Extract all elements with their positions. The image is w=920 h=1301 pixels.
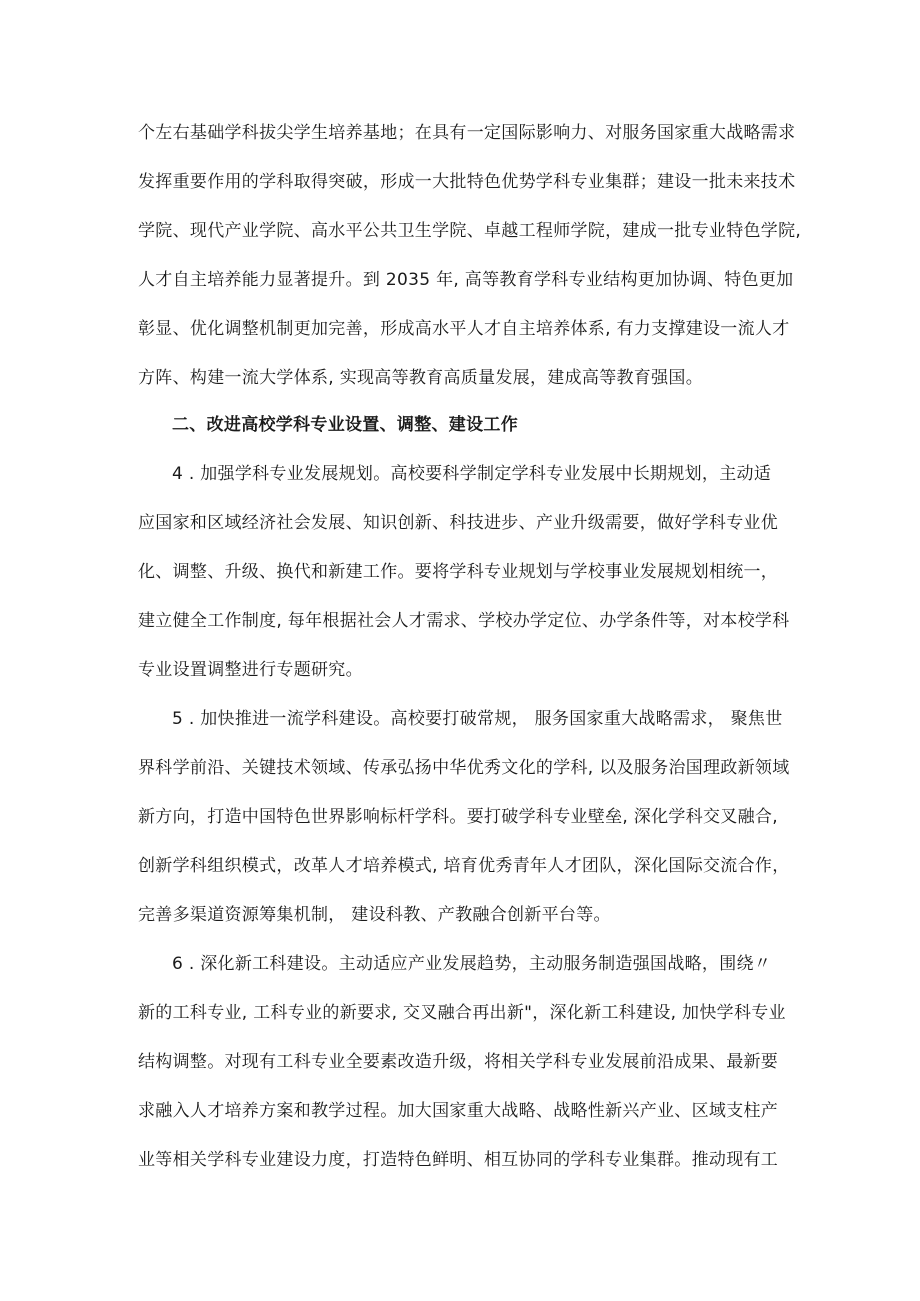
text-line: 学院、现代产业学院、高水平公共卫生学院、卓越工程师学院，建成一批专业特色学院, (138, 221, 802, 241)
text-line: 界科学前沿、关键技术领域、传承弘扬中华优秀文化的学科, 以及服务治国理政新领域 (138, 758, 790, 778)
text-line: 个左右基础学科拔尖学生培养基地；在具有一定国际影响力、对服务国家重大战略需求 (138, 123, 796, 143)
text-line: 发挥重要作用的学科取得突破，形成一大批特色优势学科专业集群；建设一批未来技术 (138, 172, 796, 192)
text-line: 求融入人才培养方案和教学过程。加大国家重大战略、战略性新兴产业、区域支柱产 (138, 1101, 779, 1121)
paragraph-first-line: 4 . 加强学科专业发展规划。高校要科学制定学科专业发展中长期规划，主动适 (172, 464, 772, 484)
text-line: 化、调整、升级、换代和新建工作。要将学科专业规划与学校事业发展规划相统一， (138, 562, 779, 582)
text-line: 结构调整。对现有工科专业全要素改造升级，将相关学科专业发展前沿成果、最新要 (138, 1052, 779, 1072)
text-line: 创新学科组织模式，改革人才培养模式, 培育优秀青年人才团队，深化国际交流合作， (138, 856, 790, 876)
text-line: 业等相关学科专业建设力度，打造特色鲜明、相互协同的学科专业集群。推动现有工 (138, 1150, 779, 1170)
text-line: 完善多渠道资源筹集机制， 建设科教、产教融合创新平台等。 (138, 905, 611, 925)
text-line: 新方向，打造中国特色世界影响标杆学科。要打破学科专业壁垒, 深化学科交叉融合, (138, 807, 778, 827)
text-line: 应国家和区域经济社会发展、知识创新、科技进步、产业升级需要，做好学科专业优 (138, 513, 779, 533)
paragraph-first-line: 5 . 加快推进一流学科建设。高校要打破常规， 服务国家重大战略需求， 聚焦世 (172, 709, 783, 729)
text-line: 新的工科专业, 工科专业的新要求, 交叉融合再出新"，深化新工科建设, 加快学科专业 (138, 1003, 786, 1023)
text-line: 专业设置调整进行专题研究。 (138, 660, 363, 680)
section-heading: 二、改进高校学科专业设置、调整、建设工作 (172, 415, 518, 435)
text-line: 方阵、构建一流大学体系, 实现高等教育高质量发展，建成高等教育强国。 (138, 368, 704, 388)
paragraph-first-line: 6 . 深化新工科建设。主动适应产业发展趋势，主动服务制造强国战略，围绕〃 (172, 954, 772, 974)
text-line: 建立健全工作制度, 每年根据社会人才需求、学校办学定位、办学条件等，对本校学科 (138, 611, 790, 631)
text-line: 彰显、优化调整机制更加完善，形成高水平人才自主培养体系, 有力支撑建设一流人才 (138, 319, 790, 339)
text-line: 人才自主培养能力显著提升。到 2035 年, 高等教育学科专业结构更加协调、特色更加 (138, 270, 794, 290)
